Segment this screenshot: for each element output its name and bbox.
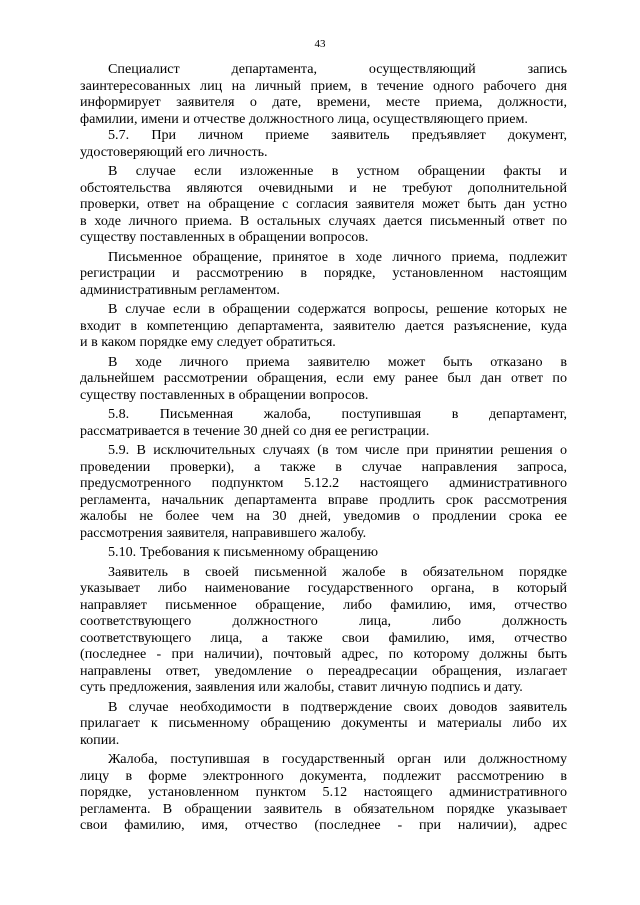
text-line: прилагает к письменному обращению документы и материалы либо их [80,715,567,731]
text-line: регистрации и рассмотрению в порядке, установленном настоящим [80,265,567,281]
paragraph-complaint-requirements [80,564,567,696]
text-line: рассматривается в течение 30 дней со дня ее регистрации. [80,422,430,439]
paragraph-electronic-complaint [80,751,567,834]
text-line: 5.9. В исключительных случаях (в том числе при принятии решения о [108,442,567,458]
text-line: регламента, начальник департамента вправе продлить срок рассмотрения [80,491,567,508]
text-line: Письменное обращение, принятое в ходе личного приема, подлежит [108,248,567,265]
text-line: фамилии, имени и отчестве должностного лица, осуществляющего прием. [80,110,528,127]
text-line: соответствующего лица, а также свои фамилию, имя, отчество [80,629,567,646]
paragraph-5-7 [80,127,567,160]
text-line: В ходе личного приема заявителю может быть отказано в [108,353,567,370]
text-line: 5.7. При личном приеме заявитель предъявляет документ, [108,127,567,143]
text-line: проверки, ответ на обращение с согласия заявителя может быть дан устно [80,196,567,212]
text-line: лицу в форме электронного документа, подлежит рассмотрению в [80,767,567,784]
paragraph-5-9 [80,442,567,541]
text-line: административным регламентом. [80,281,280,298]
text-line: 5.10. Требования к письменному обращению [108,544,379,560]
text-line: проведении проверки), а также в случае направления запроса, [80,458,567,475]
text-line: жалобы не более чем на 30 дней, уведомив о продлении срока ее [80,508,567,524]
text-line: направляет письменное обращение, либо фамилию, имя, отчество [80,596,567,613]
document-body [80,61,567,834]
text-line: предусмотренного подпунктом 5.12.2 настоящего административного [80,475,567,491]
text-line: Жалоба, поступившая в государственный орган или должностному [108,751,567,767]
paragraph-written-appeal-registration [80,249,567,299]
text-line: обстоятельства являются очевидными и не требуют дополнительной [80,179,567,196]
text-line: входит в компетенцию департамента, заявителю дается разъяснение, куда [80,317,567,334]
page-number: 43 [314,38,326,50]
paragraph-oral-appeal [80,163,567,246]
text-line: направлены ответ, уведомление о переадресации обращения, излагает [80,662,567,679]
text-line: порядке, установленном пунктом 5.12 настоящего административного [80,784,567,800]
text-line: соответствующего должностного лица, либо должность [80,613,567,629]
text-line: заинтересованных лиц на личный прием, в течение одного рабочего дня [80,77,567,94]
text-line: информирует заявителя о дате, времени, месте приема, должности, [80,94,567,110]
text-line: дальнейшем рассмотрении обращения, если ему ранее был дан ответ по [80,370,567,386]
paragraph-1 [80,61,567,127]
text-line: существу поставленных в обращении вопросов. [80,386,369,403]
text-line: рассмотрения заявителя, направившего жалобу. [80,524,367,541]
text-line: удостоверяющий его личность. [80,143,268,160]
text-line: Заявитель в своей письменной жалобе в обязательном порядке [108,563,567,580]
text-line: регламента. В обращении заявитель в обязательном порядке указывает [80,800,567,817]
section-heading-5-10 [80,544,567,561]
text-line: (последнее - при наличии), почтовый адрес, по которому должны быть [80,646,567,662]
text-line: суть предложения, заявления или жалобы, ставит личную подпись и дату. [80,679,523,695]
text-line: В случае если в обращении содержатся вопросы, решение которых не [108,301,567,317]
paragraph-competence [80,301,567,351]
paragraph-attachments [80,699,567,749]
text-line: 5.8. Письменная жалоба, поступившая в департамент, [108,406,567,422]
text-line: копии. [80,731,120,748]
text-line: В случае если изложенные в устном обращении факты и [108,163,567,179]
text-line: В случае необходимости в подтверждение своих доводов заявитель [108,698,567,715]
paragraph-5-8 [80,406,567,439]
text-line: существу поставленных в обращении вопросов. [80,229,369,245]
text-line: Специалист департамента, осуществляющий запись [108,61,567,77]
text-line: свои фамилию, имя, отчество (последнее - при наличии), адрес [80,817,567,833]
text-line: указывает либо наименование государственного органа, в который [80,580,567,596]
paragraph-refusal [80,354,567,404]
text-line: в ходе личного приема. В остальных случаях дается письменный ответ по [80,212,567,229]
text-line: и в каком порядке ему следует обратиться. [80,334,336,350]
